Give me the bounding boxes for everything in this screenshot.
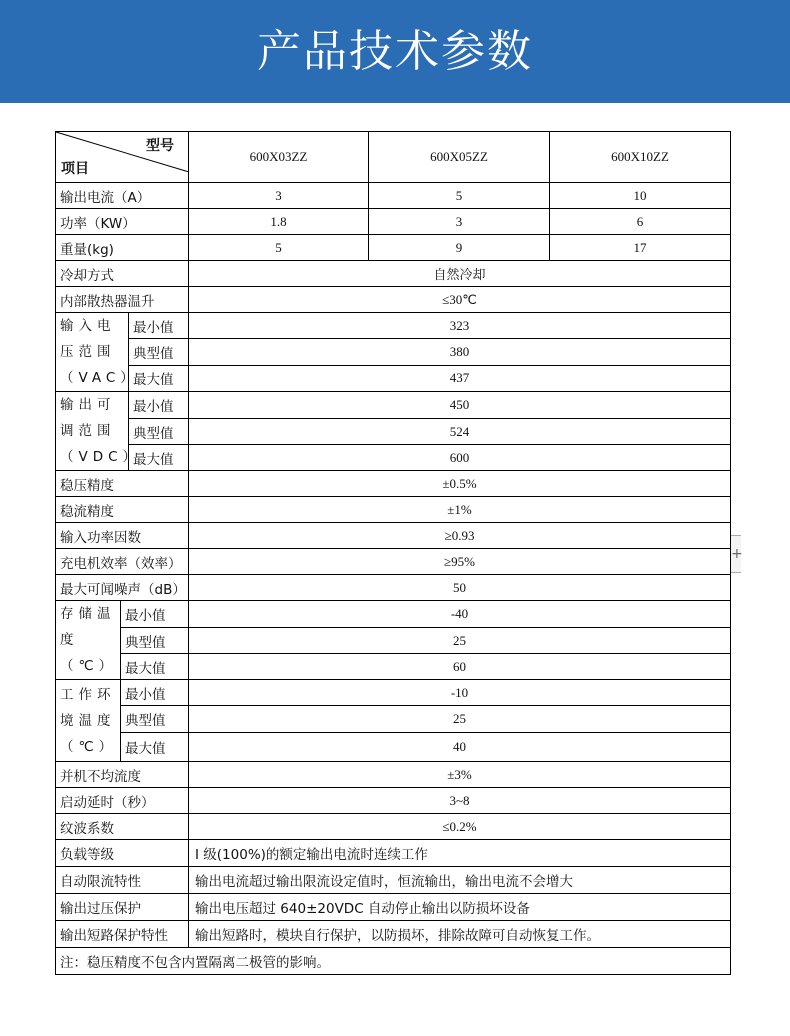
sub-label: 典型值 [129, 339, 189, 365]
row-value: ±0.5% [189, 471, 731, 497]
table-row [56, 471, 731, 497]
row-value: 6 [550, 209, 731, 235]
group-label: 存储温度（℃） [56, 601, 121, 680]
row-text: 输出短路时，模块自行保护，以防损坏，排除故障可自动恢复工作。 [189, 921, 731, 948]
row-label: 稳流精度 [56, 497, 189, 523]
table-row [56, 549, 731, 575]
sub-label: 最大值 [129, 445, 189, 471]
table-row [56, 867, 731, 894]
row-value: -10 [189, 680, 731, 706]
table-row [56, 523, 731, 549]
table-row [56, 235, 731, 261]
row-label: 输入功率因数 [56, 523, 189, 549]
row-value: 9 [369, 235, 550, 261]
table-row [56, 601, 731, 628]
group-label: 输入电压范围（VAC） [56, 313, 129, 392]
sub-label: 最小值 [121, 601, 189, 628]
add-button[interactable]: + [731, 535, 741, 573]
row-value: -40 [189, 601, 731, 628]
row-label: 冷却方式 [56, 261, 189, 287]
row-value: ≥0.93 [189, 523, 731, 549]
row-value: 5 [189, 235, 369, 261]
row-label: 最大可闻噪声（dB） [56, 575, 189, 601]
row-text: 输出电压超过 640±20VDC 自动停止输出以防损坏设备 [189, 894, 731, 921]
row-value: 437 [189, 365, 731, 391]
row-label: 输出电流（A） [56, 183, 189, 209]
row-value: 自然冷却 [189, 261, 731, 287]
row-text: 输出电流超过输出限流设定值时，恒流输出，输出电流不会增大 [189, 867, 731, 894]
table-row [56, 339, 731, 365]
row-label: 内部散热器温升 [56, 287, 189, 313]
sub-label: 最小值 [121, 680, 189, 706]
row-value: 60 [189, 654, 731, 680]
table-row [56, 814, 731, 840]
table-row [56, 261, 731, 287]
row-value: 50 [189, 575, 731, 601]
table-row [56, 575, 731, 601]
row-value: 524 [189, 419, 731, 445]
row-value: 3 [189, 183, 369, 209]
row-value: ≤30℃ [189, 287, 731, 313]
sub-label: 最大值 [129, 365, 189, 391]
row-value: 25 [189, 628, 731, 654]
model-name: 600X10ZZ [550, 132, 731, 183]
table-row [56, 840, 731, 867]
row-value: 3 [369, 209, 550, 235]
row-label: 并机不均流度 [56, 762, 189, 788]
table-row [56, 392, 731, 419]
table-row [56, 183, 731, 209]
table-row [56, 788, 731, 814]
sub-label: 典型值 [129, 419, 189, 445]
group-label: 输出可调范围（VDC） [56, 392, 129, 471]
row-label: 输出过压保护 [56, 894, 189, 921]
row-label: 稳压精度 [56, 471, 189, 497]
table-row [56, 654, 731, 680]
row-value: ±1% [189, 497, 731, 523]
row-value: 600 [189, 445, 731, 471]
table-row [56, 287, 731, 313]
row-value: 40 [189, 733, 731, 762]
row-label: 功率（KW） [56, 209, 189, 235]
sub-label: 最大值 [121, 654, 189, 680]
sub-label: 典型值 [121, 706, 189, 733]
row-value: 5 [369, 183, 550, 209]
table-row [56, 628, 731, 654]
row-label: 纹波系数 [56, 814, 189, 840]
row-label: 自动限流特性 [56, 867, 189, 894]
table-row [56, 445, 731, 471]
row-value: 10 [550, 183, 731, 209]
table-row [56, 209, 731, 235]
table-row [56, 132, 731, 183]
table-row [56, 762, 731, 788]
row-value: 323 [189, 313, 731, 339]
table-row [56, 948, 731, 975]
sub-label: 典型值 [121, 628, 189, 654]
table-row [56, 419, 731, 445]
table-row [56, 680, 731, 706]
page-title: 产品技术参数 [0, 0, 790, 103]
row-value: ±3% [189, 762, 731, 788]
row-label: 启动延时（秒） [56, 788, 189, 814]
table-row [56, 706, 731, 733]
model-name: 600X03ZZ [189, 132, 369, 183]
table-row [56, 894, 731, 921]
sub-label: 最小值 [129, 392, 189, 419]
group-label: 工作环境温度（℃） [56, 680, 121, 762]
model-name: 600X05ZZ [369, 132, 550, 183]
row-value: 450 [189, 392, 731, 419]
row-value: ≥95% [189, 549, 731, 575]
corner-cell [56, 132, 189, 183]
sub-label: 最大值 [121, 733, 189, 762]
table-row [56, 365, 731, 391]
spec-table [55, 131, 731, 975]
row-label: 重量(kg) [56, 235, 189, 261]
row-label: 充电机效率（效率） [56, 549, 189, 575]
row-value: ≤0.2% [189, 814, 731, 840]
table-row [56, 733, 731, 762]
row-label: 负载等级 [56, 840, 189, 867]
item-heading: 项目 [61, 161, 89, 177]
row-label: 输出短路保护特性 [56, 921, 189, 948]
row-value: 17 [550, 235, 731, 261]
table-row [56, 497, 731, 523]
model-heading: 型号 [146, 138, 175, 154]
table-row [56, 921, 731, 948]
table-row [56, 313, 731, 339]
table-note: 注：稳压精度不包含内置隔离二极管的影响。 [56, 948, 731, 975]
row-value: 380 [189, 339, 731, 365]
row-text: I 级(100%)的额定输出电流时连续工作 [189, 840, 731, 867]
row-value: 1.8 [189, 209, 369, 235]
row-value: 25 [189, 706, 731, 733]
sub-label: 最小值 [129, 313, 189, 339]
row-value: 3~8 [189, 788, 731, 814]
